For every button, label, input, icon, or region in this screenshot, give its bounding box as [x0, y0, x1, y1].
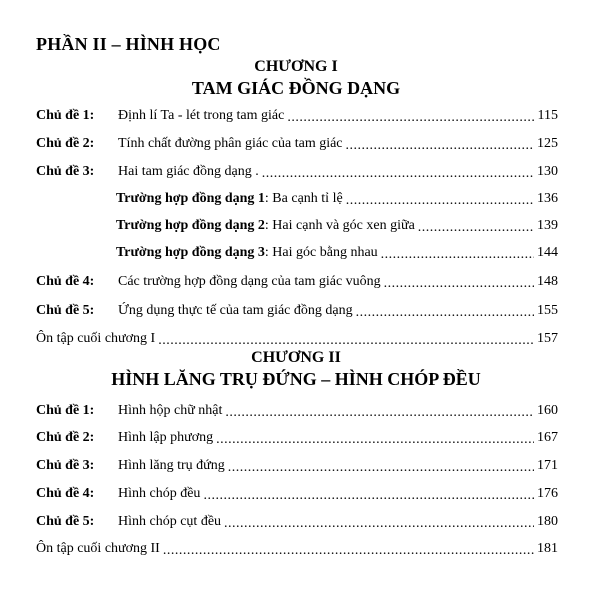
- toc-entry[interactable]: [36, 158, 558, 180]
- page-number: 180: [537, 514, 558, 529]
- topic-title: Tính chất đường phân giác của tam giác: [118, 136, 343, 151]
- dot-leader: [356, 303, 534, 319]
- toc-review-entry[interactable]: [36, 325, 558, 347]
- case-label: Trường hợp đồng dạng 2: [116, 218, 265, 233]
- page-number: 155: [537, 303, 558, 318]
- topic-label: Chủ đề 5:: [36, 514, 95, 529]
- dot-leader: [384, 274, 534, 290]
- toc-entry[interactable]: [36, 452, 558, 474]
- case-label: Trường hợp đồng dạng 3: [116, 245, 265, 260]
- toc-entry[interactable]: [36, 424, 558, 446]
- page-number: 130: [537, 164, 558, 179]
- topic-title: Các trường hợp đồng dạng của tam giác vuông: [118, 274, 381, 289]
- dot-leader: [287, 108, 534, 124]
- subtopic-title: [116, 191, 343, 207]
- review-title: Ôn tập cuối chương II: [36, 541, 160, 556]
- subtopic-title: [116, 218, 415, 234]
- toc-subentry[interactable]: [116, 239, 558, 261]
- case-text: : Hai cạnh và góc xen giữa: [264, 218, 415, 233]
- page-number: 160: [537, 403, 558, 418]
- topic-label: Chủ đề 1:: [36, 108, 95, 123]
- toc-entry[interactable]: [36, 297, 558, 319]
- dot-leader: [418, 218, 534, 234]
- page-number: 148: [537, 274, 558, 289]
- dot-leader: [228, 458, 534, 474]
- page-number: 136: [537, 191, 558, 206]
- dot-leader: [224, 514, 534, 530]
- topic-title: Hình lập phương: [118, 430, 214, 445]
- toc-entry[interactable]: [36, 480, 558, 502]
- toc-review-entry[interactable]: [36, 535, 558, 557]
- dot-leader: [346, 191, 534, 207]
- chapter-1-title: TAM GIÁC ĐỒNG DẠNG: [191, 78, 401, 98]
- page-number: 171: [537, 458, 558, 473]
- page-number: 181: [537, 541, 558, 556]
- subtopic-title: [116, 245, 378, 261]
- topic-label: Chủ đề 3:: [36, 458, 95, 473]
- toc-subentry[interactable]: [116, 212, 558, 234]
- dot-leader: [158, 331, 534, 347]
- chapter-1-number: CHƯƠNG I: [254, 58, 338, 75]
- case-label: Trường hợp đồng dạng 1: [116, 191, 265, 206]
- chapter-2-number: CHƯƠNG II: [251, 349, 341, 366]
- page-number: 144: [537, 245, 558, 260]
- dot-leader: [346, 136, 534, 152]
- topic-title: Hai tam giác đồng dạng .: [118, 164, 259, 179]
- toc-entry[interactable]: [36, 508, 558, 530]
- page-number: 157: [537, 331, 558, 346]
- toc-entry[interactable]: [36, 102, 558, 124]
- dot-leader: [216, 430, 534, 446]
- chapter-2-title: HÌNH LĂNG TRỤ ĐỨNG – HÌNH CHÓP ĐỀU: [111, 369, 481, 389]
- page-number: 139: [537, 218, 558, 233]
- topic-title: Hình hộp chữ nhật: [118, 403, 223, 418]
- topic-label: Chủ đề 3:: [36, 164, 95, 179]
- topic-label: Chủ đề 5:: [36, 303, 95, 318]
- dot-leader: [225, 403, 534, 419]
- topic-title: Hình chóp cụt đều: [118, 514, 222, 529]
- dot-leader: [163, 541, 534, 557]
- dot-leader: [262, 164, 534, 180]
- toc-subentry[interactable]: [116, 185, 558, 207]
- case-text: : Hai góc bằng nhau: [264, 245, 378, 260]
- topic-label: Chủ đề 4:: [36, 486, 95, 501]
- toc-entry[interactable]: [36, 268, 558, 290]
- review-title: Ôn tập cuối chương I: [36, 331, 156, 346]
- part-title: PHẦN II – HÌNH HỌC: [36, 34, 221, 54]
- page-number: 176: [537, 486, 558, 501]
- case-text: : Ba cạnh tỉ lệ: [264, 191, 343, 206]
- toc-entry[interactable]: [36, 397, 558, 419]
- topic-title: Ứng dụng thực tế của tam giác đồng dạng: [118, 303, 353, 318]
- topic-title: Hình lăng trụ đứng: [118, 458, 225, 473]
- page-number: 125: [537, 136, 558, 151]
- dot-leader: [203, 486, 534, 502]
- topic-title: Định lí Ta - lét trong tam giác: [118, 108, 285, 123]
- topic-label: Chủ đề 2:: [36, 430, 95, 445]
- topic-label: Chủ đề 1:: [36, 403, 95, 418]
- page-number: 115: [537, 108, 558, 123]
- dot-leader: [381, 245, 534, 261]
- topic-label: Chủ đề 2:: [36, 136, 95, 151]
- topic-label: Chủ đề 4:: [36, 274, 95, 289]
- topic-title: Hình chóp đều: [118, 486, 201, 501]
- toc-entry[interactable]: [36, 130, 558, 152]
- page-number: 167: [537, 430, 558, 445]
